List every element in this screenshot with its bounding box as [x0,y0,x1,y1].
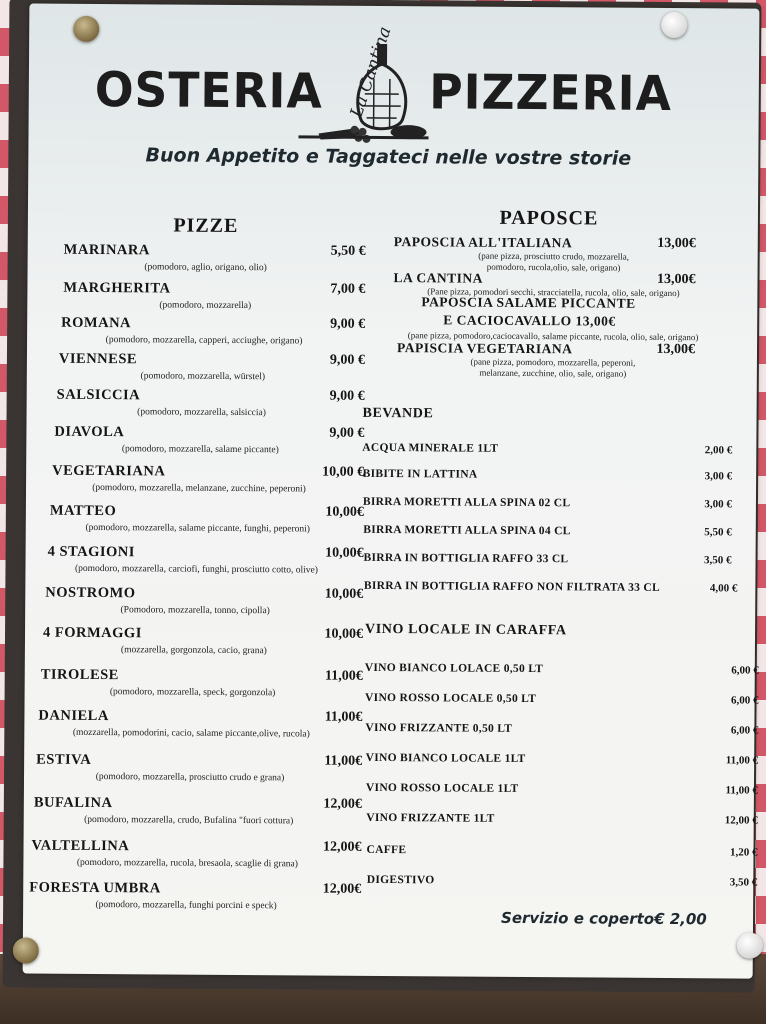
wine-name: CAFFE [366,843,407,857]
pizza-name: VEGETARIANA [52,462,166,480]
drink-price: 3,00 € [704,498,732,511]
pizza-item [36,751,363,784]
pizza-ingredients: (Pomodoro, mozzarella, tonno, cipolla) [120,605,270,617]
wine-price: 6,00 € [730,724,759,737]
pizza-name: SALSICCIA [56,386,141,404]
pizza-ingredients: (pomodoro, mozzarella, würstel) [140,371,266,383]
right-column [362,206,759,889]
wine-price: 6,00 € [731,664,759,677]
pizza-price: 5,50 € [330,243,366,259]
pizza-name: FORESTA UMBRA [29,879,161,897]
wine-name: VINO BIANCO LOCALE 1LT [365,751,526,766]
wine-item [361,691,759,707]
pizza-price: 9,00 € [329,352,365,368]
section-title-pizze: PIZZE [173,214,239,237]
pizza-item [40,666,363,699]
pizza-item [44,502,364,535]
wine-price: 11,00 € [725,754,759,767]
thumbtack-icon [73,16,99,42]
wine-item [360,781,758,797]
drink-name: BIRRA MORETTI ALLA SPINA 04 CL [363,523,571,538]
paposcia-name: PAPOSCIA ALL'ITALIANA [393,234,573,251]
drink-name: BIRRA IN BOTTIGLIA RAFFO NON FILTRATA 33 CL [363,579,660,594]
pizza-ingredients: (pomodoro, mozzarella, prosciutto crudo e grana) [95,772,285,784]
pizza-name: NOSTROMO [45,584,136,602]
drink-name: BIRRA IN BOTTIGLIA RAFFO 33 CL [363,551,569,566]
paposcia-name-line2: E CACIOCAVALLO 13,00€ [443,312,616,329]
paposcia-ingredients-line2: melanzane, zucchine, olio, sale, origano) [479,367,627,379]
pizza-ingredients: (pomodoro, mozzarella, melanzane, zucchine, peperoni) [92,482,306,495]
pizza-name: DIAVOLA [54,423,125,441]
paposcia-ingredients: (pane pizza, pomodoro, mozzarella, peperoni, [470,356,636,368]
drink-item [362,441,742,457]
pizza-price: 11,00€ [324,668,363,684]
pizza-ingredients: (pomodoro, mozzarella, salame piccante, funghi, peperoni) [85,522,311,535]
pizza-price: 9,00 € [330,316,366,332]
pizza-ingredients: (mozzarella, pomodorini, cacio, salame piccante,olive, rucola) [72,727,310,740]
pizza-ingredients: (pomodoro, mozzarella, capperi, acciughe, origano) [105,335,303,347]
drink-name: BIBITE IN LATTINA [362,467,478,481]
pizza-item [45,279,366,312]
section-title-vino: VINO LOCALE IN CARAFFA [365,621,567,639]
wine-price: 3,50 € [729,876,758,889]
drink-item [362,495,742,511]
title-pizzeria: PIZZERIA [429,64,673,123]
pizza-item [45,386,365,419]
wine-name: VINO BIANCO LOLACE 0,50 LT [364,661,544,676]
drink-name: ACQUA MINERALE 1LT [362,441,499,455]
pizza-price: 11,00€ [324,709,363,725]
wine-price: 12,00 € [724,814,758,827]
wine-price: 1,20 € [729,846,758,859]
drink-price: 3,50 € [704,554,732,567]
pizza-ingredients: (pomodoro, mozzarella) [159,300,252,312]
drink-item [361,579,741,595]
wine-name: VINO FRIZZANTE 0,50 LT [365,721,513,735]
paposcia-price: 13,00€ [656,271,696,288]
pizza-price: 12,00€ [322,881,362,897]
pizza-item [44,462,365,495]
servizio-coperto: Servizio e coperto€ 2,00 [500,908,707,929]
pizza-item [38,707,363,740]
paposcia-item [364,234,744,273]
wine-item [360,721,759,737]
thumbtack-icon [13,937,39,963]
paposcia-ingredients: (Pane pizza, pomodori secchi, stracciatella, rucola, olio, sale, origano) [427,286,680,299]
pizza-price: 9,00 € [329,388,365,404]
pizza-item [46,241,366,274]
wine-name: DIGESTIVO [366,873,435,887]
pizza-ingredients: (pomodoro, mozzarella, speck, gorgonzola) [109,687,276,699]
menu-header [28,24,759,147]
pizza-price: 11,00€ [324,753,363,769]
wine-item [361,661,759,677]
pizza-name: MARGHERITA [63,279,171,297]
pizza-price: 12,00€ [323,796,362,812]
pizza-name: MATTEO [49,502,117,520]
drink-name: BIRRA MORETTI ALLA SPINA 02 CL [362,495,571,510]
pizza-item [31,837,362,870]
pizza-ingredients: (pomodoro, mozzarella, rucola, bresaola, scaglie di grana) [76,857,298,870]
pizza-item [45,350,365,383]
paposcia-price: 13,00€ [657,235,696,252]
pizza-price: 10,00€ [324,586,364,602]
section-title-bevande: BEVANDE [362,405,434,422]
title-osteria: OSTERIA [94,61,323,120]
pizza-name: VALTELLINA [31,837,130,855]
pizza-item [29,879,362,912]
pizza-ingredients: (pomodoro, mozzarella, funghi porcini e speck) [95,900,277,912]
paposcia-price: 13,00€ [656,341,696,358]
drink-price: 3,00 € [704,470,733,483]
thumbtack-icon [661,12,687,38]
wine-name: VINO FRIZZANTE 1LT [366,811,495,825]
wine-item [360,811,758,827]
drink-item [362,551,742,567]
pizza-name: VIENNESE [58,350,138,368]
wine-price: 6,00 € [731,694,759,707]
pizza-ingredients: (pomodoro, mozzarella, salame piccante) [121,444,279,456]
pizza-ingredients: (pomodoro, mozzarella, carciofi, funghi, prosciutto cotto, olive) [74,563,318,576]
subtitle: Buon Appetito e Taggateci nelle vostre storie [145,144,632,170]
pizza-name: MARINARA [63,241,150,259]
pizza-item [43,584,364,617]
paposcia-name: LA CANTINA [393,270,483,286]
thumbtack-icon [737,932,763,958]
pizza-name: 4 STAGIONI [47,543,135,561]
pizza-ingredients: (pomodoro, aglio, origano, olio) [144,262,267,274]
drink-price: 5,50 € [704,526,732,539]
pizza-price: 10,00€ [324,626,364,642]
menu-sheet [23,4,760,979]
pizza-price: 10,00€ [325,504,364,520]
wine-item [360,843,758,859]
paposcia-ingredients: (pane pizza, prosciutto crudo, mozzarella, [478,250,630,262]
pizza-name: TIROLESE [40,666,119,684]
pizza-item [44,543,364,576]
paposcia-ingredients-line2: pomodoro, rucola,olio, sale, origano) [486,261,621,273]
pizza-name: BUFALINA [33,794,113,812]
drink-item [362,467,742,483]
wine-item [360,751,759,767]
paposcia-name: PAPOSCIA SALAME PICCANTE [421,294,636,311]
pizza-item [33,794,362,827]
pizza-price: 9,00 € [329,425,365,441]
pizza-price: 10,00 € [322,464,365,480]
pizza-item [45,314,366,347]
pizza-name: DANIELA [38,707,109,725]
drink-item [362,523,742,539]
paposcia-ingredients: (pane pizza, pomodoro,caciocavallo, salame piccante, rucola, olio, sale, origano) [407,330,699,343]
drink-price: 4,00 € [709,582,738,595]
paposcia-name: PAPISCIA VEGETARIANA [396,340,573,357]
menu-frame [3,0,762,993]
logo-script-text: La Cantina [346,24,396,121]
wine-name: VINO ROSSO LOCALE 1LT [365,781,519,795]
pizza-price: 10,00€ [325,545,364,561]
pizza-item [42,624,364,657]
pizze-column [29,214,366,912]
pizza-ingredients: (pomodoro, mozzarella, salsiccia) [137,407,266,419]
wine-name: VINO ROSSO LOCALE 0,50 LT [365,691,537,706]
pizza-name: ROMANA [61,314,132,332]
drink-price: 2,00 € [704,444,733,457]
pizza-ingredients: (pomodoro, mozzarella, crudo, Bufalina "fuori cottura) [84,814,294,827]
pizza-price: 7,00 € [330,281,366,297]
pizza-name: ESTIVA [36,751,92,768]
pizza-ingredients: (mozzarella, gorgonzola, cacio, grana) [120,645,267,657]
section-title-paposce: PAPOSCE [499,206,599,230]
pizza-name: 4 FORMAGGI [42,624,142,642]
wine-price: 11,00 € [725,784,758,797]
wine-item [359,873,758,889]
pizza-item [44,423,365,456]
pizza-price: 12,00€ [322,839,362,855]
